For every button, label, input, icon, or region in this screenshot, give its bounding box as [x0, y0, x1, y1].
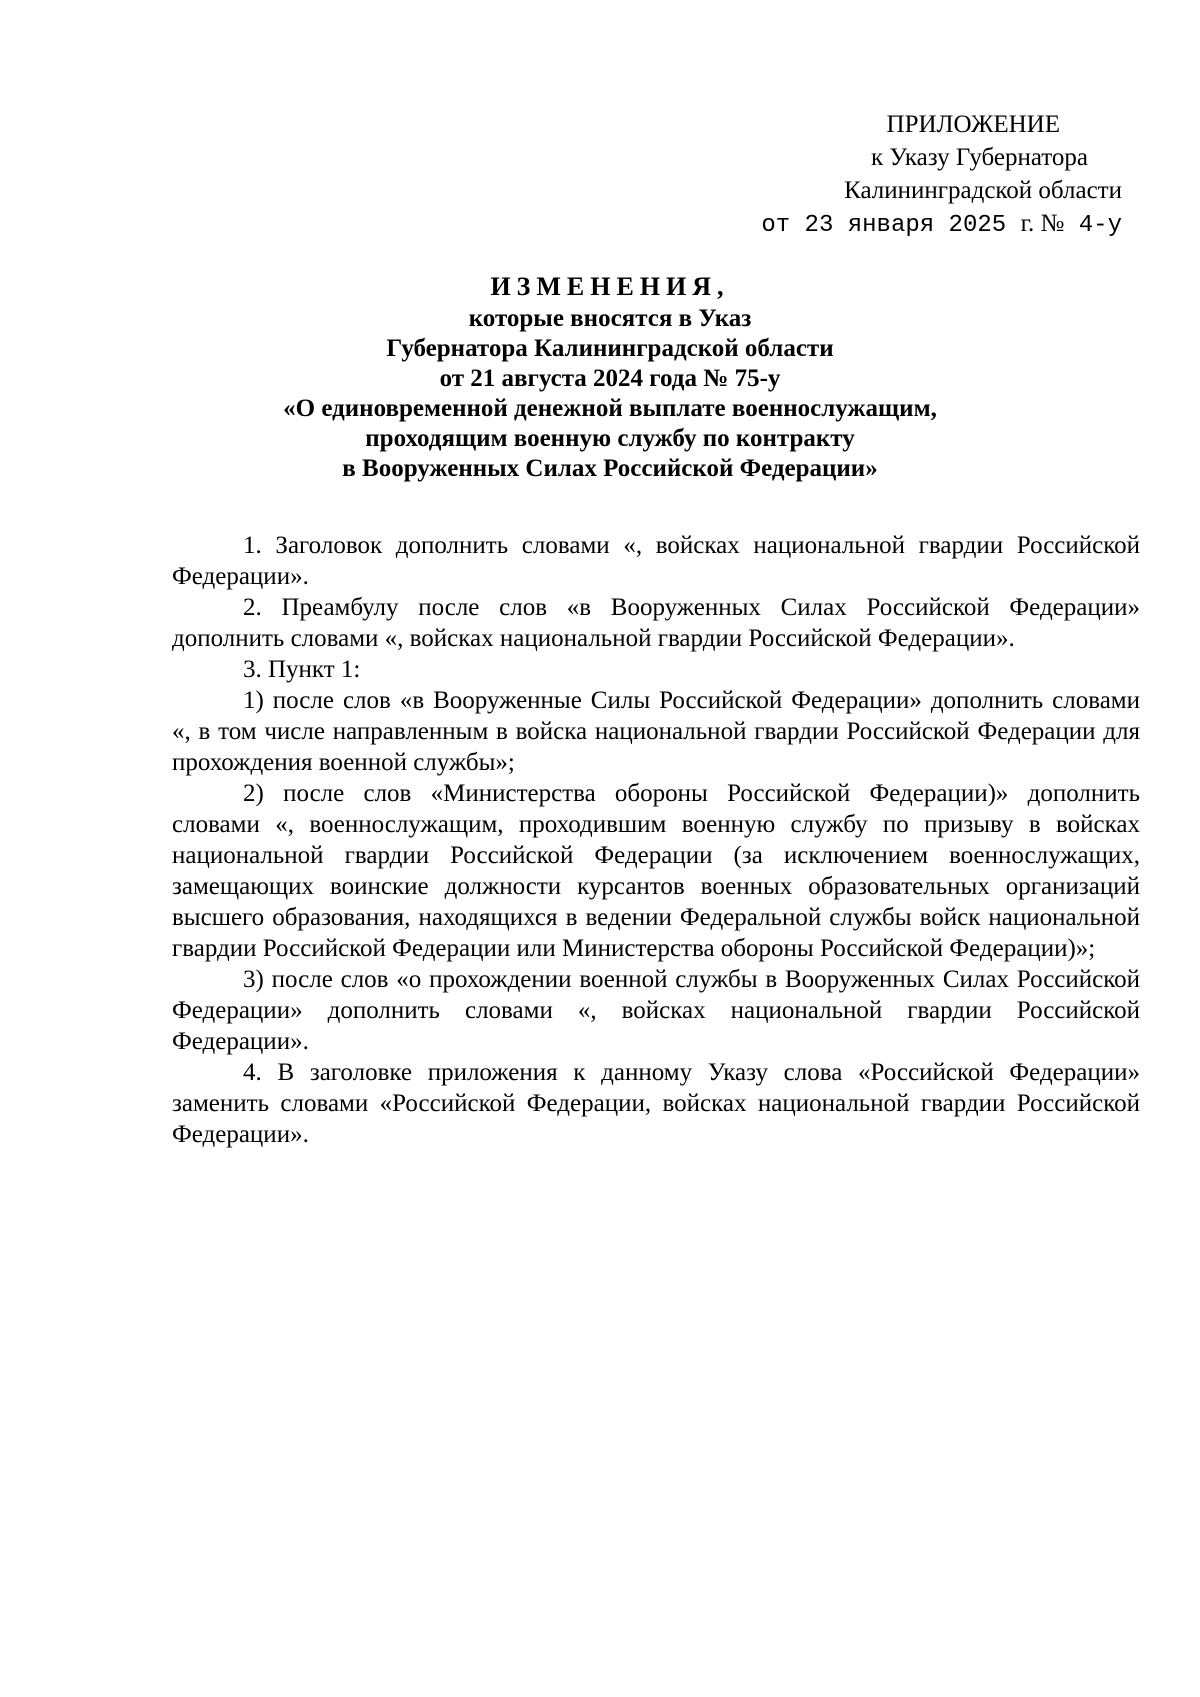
paragraph-4: 4. В заголовке приложения к данному Указу слова «Российской Федерации» заменить словами «Российской Федерации, войсках национальной гвардии Российской Федерации». [172, 1059, 1140, 1148]
appendix-region: Калининградской области [844, 177, 1122, 204]
heading-line-4: «О единовременной денежной выплате военнослужащим, [283, 395, 937, 422]
paragraph-3: 3. Пункт 1: [243, 656, 361, 683]
appendix-date-mid: г. № [1020, 210, 1065, 237]
paragraph-2: 2. Преамбулу после слов «в Вооруженных Силах Российской Федерации» дополнить словами «, войсках национальной гвардии Российской Федерации». [172, 594, 1140, 652]
appendix-title: ПРИЛОЖЕНИЕ [886, 111, 1060, 138]
heading-line-1: которые вносятся в Указ [468, 305, 752, 332]
paragraph-3-2: 2) после слов «Министерства обороны Российской Федерации)» дополнить словами «, военнослужащим, проходившим военную службу по призыву в войсках национальной гвардии Российской Федерации (за исключением военнослужащих, замещающих воинские должности курсантов военных образовательных организаций высшего образования, находящихся в ведении Федеральной службы войск национальной гвардии Российской Федерации или Министерства обороны Российской Федерации)»; [172, 780, 1140, 962]
document-body [172, 530, 1140, 1150]
document-heading [160, 272, 1060, 484]
heading-line-6: в Вооруженных Силах Российской Федерации» [342, 455, 878, 482]
appendix-date-number: 4-у [1078, 212, 1122, 239]
heading-main: ИЗМЕНЕНИЯ, [490, 272, 730, 301]
heading-line-3: от 21 августа 2024 года № 75-у [439, 365, 781, 392]
paragraph-1: 1. Заголовок дополнить словами «, войсках национальной гвардии Российской Федерации». [172, 532, 1140, 590]
appendix-block [702, 108, 1122, 242]
appendix-date-prefix: от 23 января 2025 [761, 212, 1007, 239]
appendix-decree-ref: к Указу Губернатора [870, 144, 1088, 171]
appendix-date [702, 207, 1122, 242]
heading-line-5: проходящим военную службу по контракту [365, 425, 855, 452]
heading-line-2: Губернатора Калининградской области [386, 335, 834, 362]
paragraph-3-3: 3) после слов «о прохождении военной службы в Вооруженных Силах Российской Федерации» дополнить словами «, войсках национальной гвардии Российской Федерации». [172, 966, 1140, 1055]
paragraph-3-1: 1) после слов «в Вооруженные Силы Российской Федерации» дополнить словами «, в том числе направленным в войска национальной гвардии Российской Федерации для прохождения военной службы»; [172, 687, 1140, 776]
